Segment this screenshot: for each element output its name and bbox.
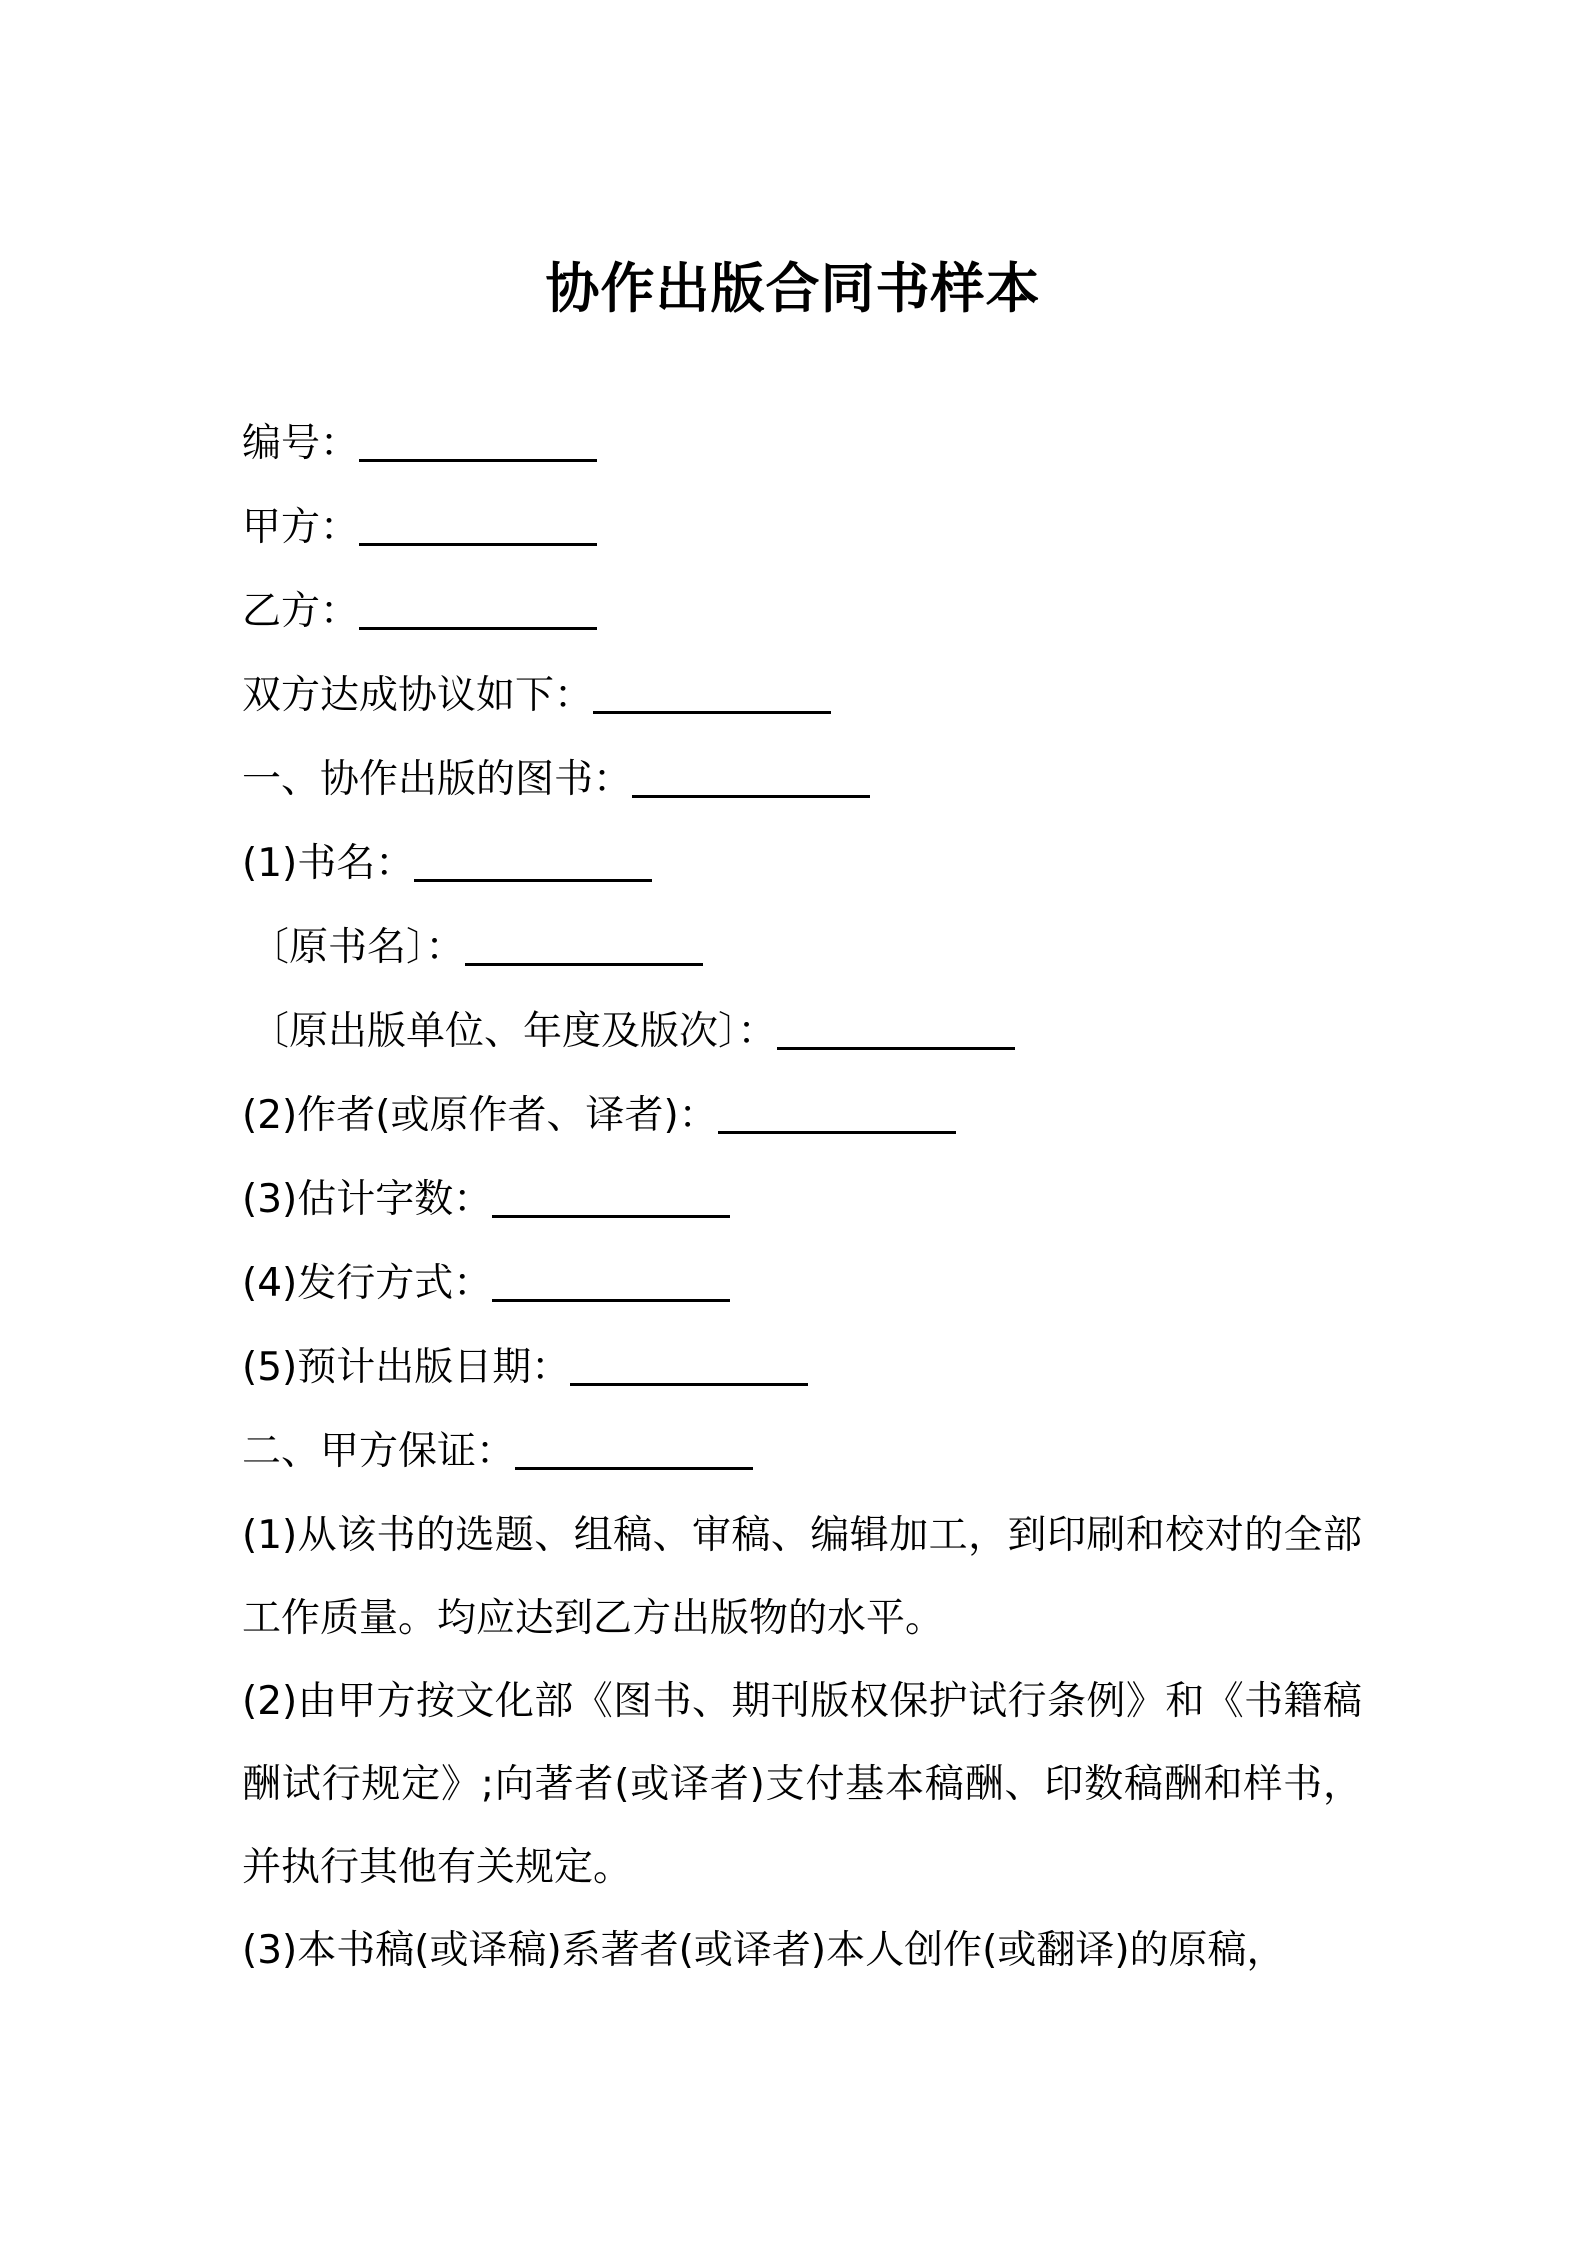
- fill-blank: [718, 1131, 956, 1134]
- field-line-book-name: [242, 822, 1362, 906]
- fill-blank: [359, 459, 597, 462]
- paragraph-originality: (3)本书稿(或译稿)系著者(或译者)本人创作(或翻译)的原稿，: [242, 1928, 1286, 1973]
- paragraph-royalties: (2)由甲方按文化部《图书、期刊版权保护试行条例》和《书籍稿酬试行规定》;向著者(或译者)支付基本稿酬、印数稿酬和样书，并执行其他有关规定。: [242, 1679, 1362, 1890]
- section-heading-books: [242, 738, 1362, 822]
- fill-blank: [359, 543, 597, 546]
- field-line-party-b: [242, 570, 1362, 654]
- field-line-publish-date: [242, 1326, 1362, 1410]
- field-label: (5)预计出版日期：: [242, 1345, 571, 1390]
- fill-blank: [515, 1467, 753, 1470]
- field-label: (1)书名：: [242, 841, 415, 886]
- document-title: 协作出版合同书样本: [545, 257, 1041, 320]
- fill-blank: [465, 963, 703, 966]
- field-label: (3)估计字数：: [242, 1177, 493, 1222]
- field-line-agreement: [242, 654, 1362, 738]
- fill-blank: [359, 627, 597, 630]
- section-heading-guarantee: [242, 1410, 1362, 1494]
- field-line-word-count: [242, 1158, 1362, 1242]
- field-line-distribution: [242, 1242, 1362, 1326]
- field-line-original-name: [242, 906, 1362, 990]
- fill-blank: [492, 1215, 730, 1218]
- field-label: 乙方：: [242, 589, 360, 634]
- field-line-party-a: [242, 486, 1362, 570]
- field-line-original-publisher: [242, 990, 1362, 1074]
- fill-blank: [632, 795, 870, 798]
- document-body: [242, 402, 1362, 1992]
- field-label: 二、甲方保证：: [242, 1429, 516, 1474]
- field-line-number: [242, 402, 1362, 486]
- fill-blank: [777, 1047, 1015, 1050]
- field-label: 双方达成协议如下：: [242, 673, 594, 718]
- fill-blank: [414, 879, 652, 882]
- field-label: 甲方：: [242, 505, 360, 550]
- fill-blank: [570, 1383, 808, 1386]
- field-label: 编号：: [242, 421, 360, 466]
- field-label: 〔原书名〕：: [250, 925, 465, 970]
- field-line-author: [242, 1074, 1362, 1158]
- field-label: (4)发行方式：: [242, 1261, 493, 1306]
- paragraph-quality: (1)从该书的选题、组稿、审稿、编辑加工，到印刷和校对的全部工作质量。均应达到乙方出版物的水平。: [242, 1513, 1362, 1641]
- fill-blank: [593, 711, 831, 714]
- field-label: 一、协作出版的图书：: [242, 757, 633, 802]
- field-label: (2)作者(或原作者、译者)：: [242, 1093, 718, 1138]
- fill-blank: [492, 1299, 730, 1302]
- field-label: 〔原出版单位、年度及版次〕：: [250, 1009, 777, 1054]
